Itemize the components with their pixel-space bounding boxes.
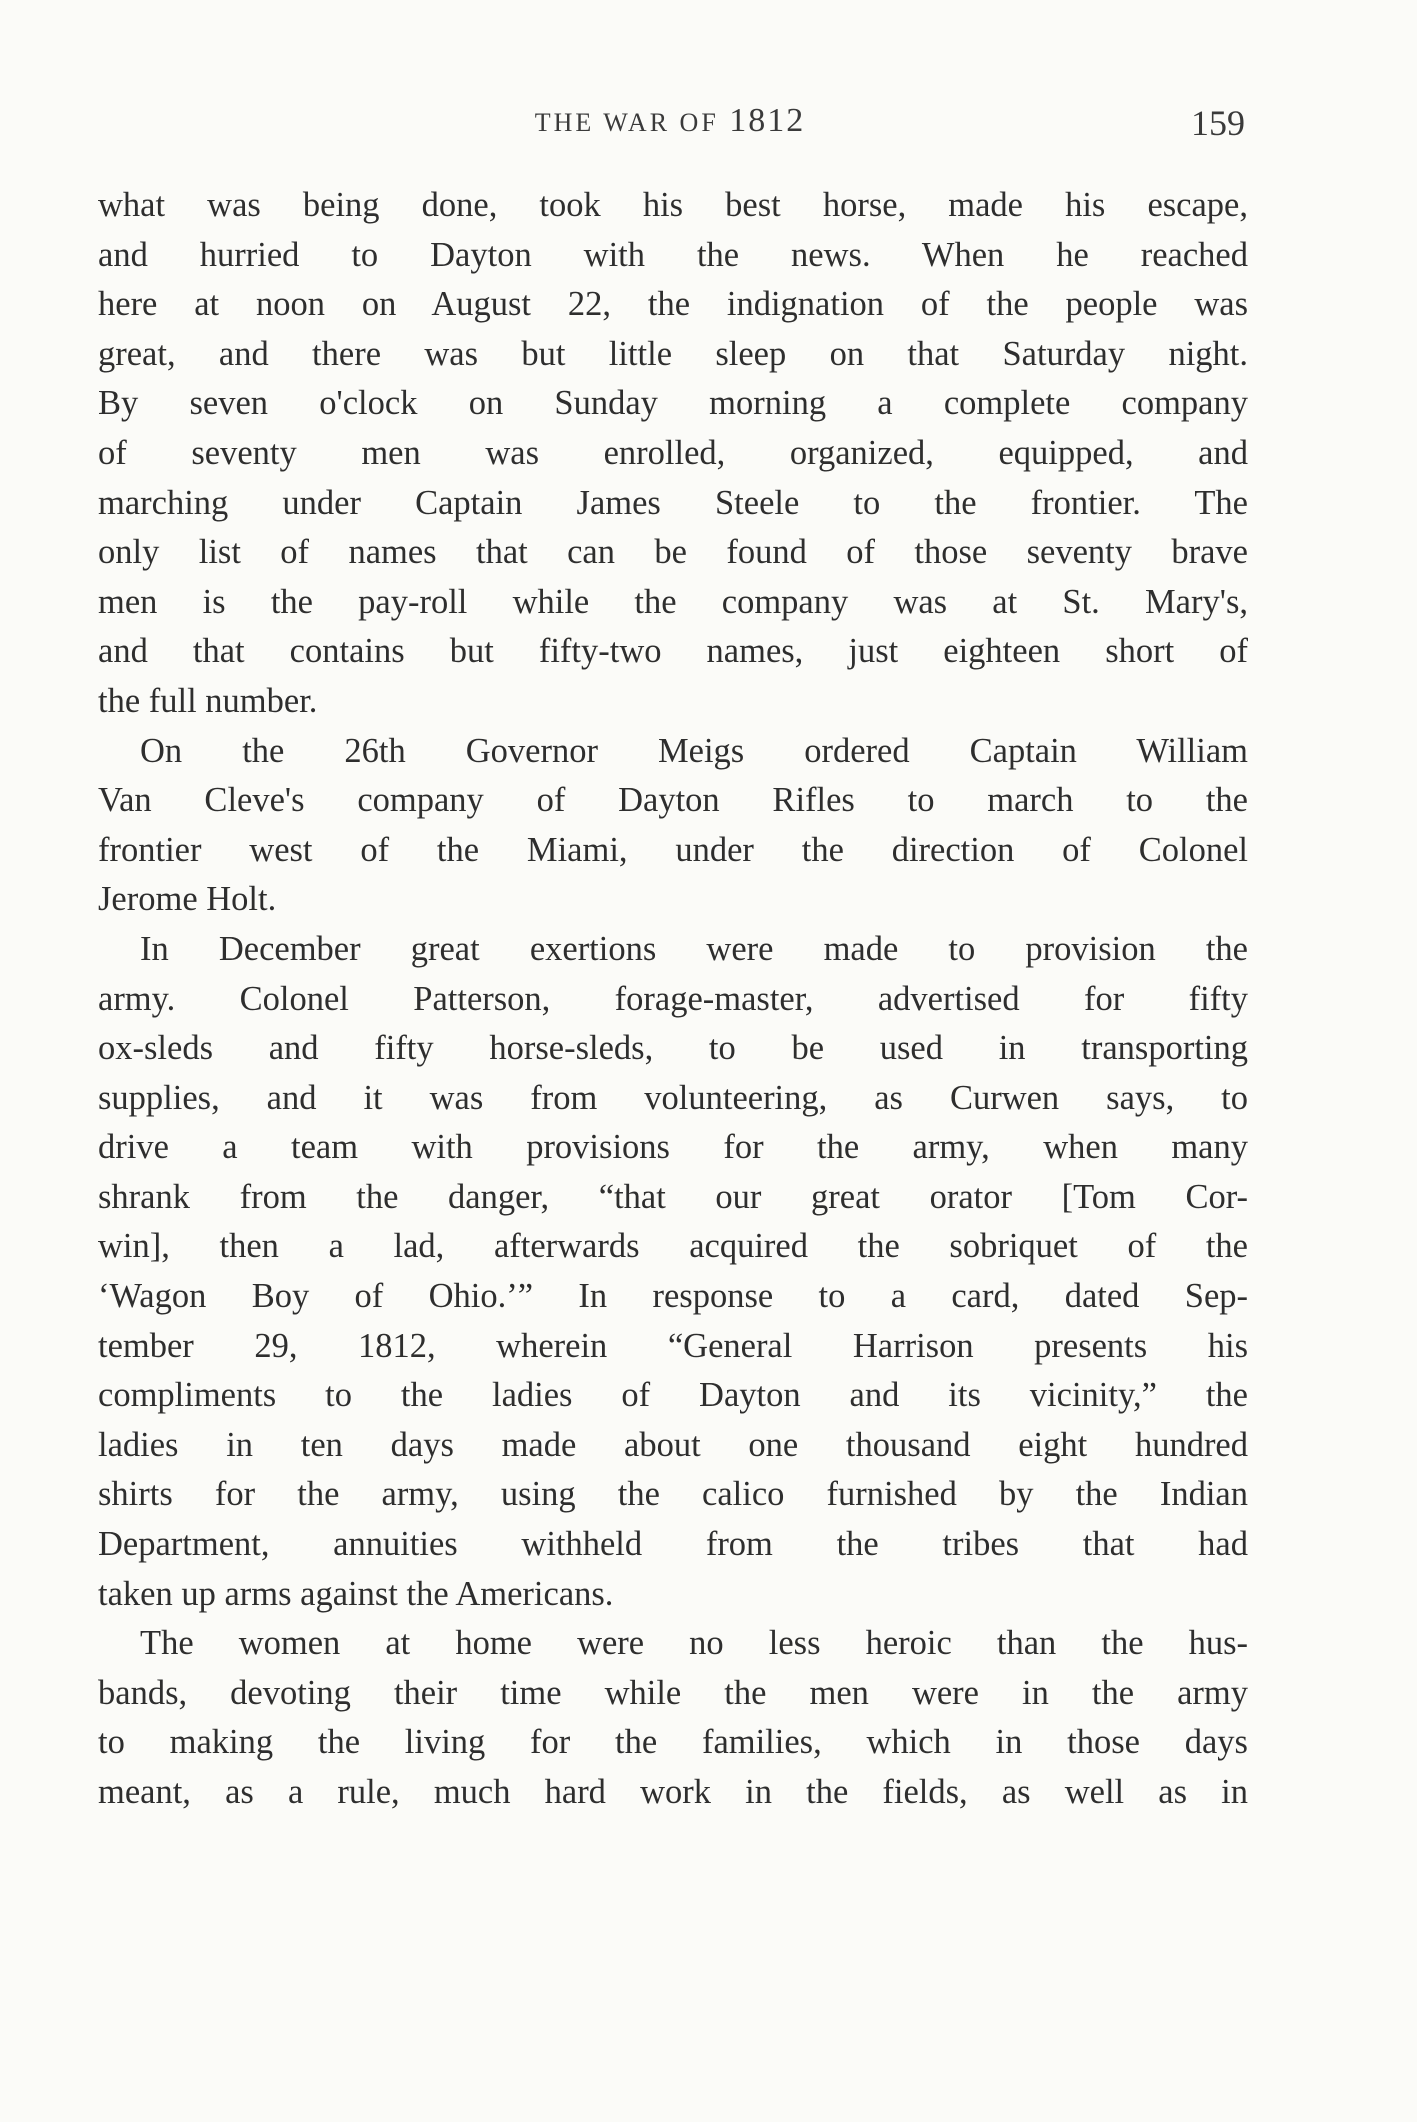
text-line: Department, annuities withheld from the tribes that had [98,1525,1248,1564]
text-line: By seven o'clock on Sunday morning a complete company [98,384,1248,423]
text-line: tember 29, 1812, wherein “General Harrison presents his [98,1326,1248,1365]
running-title-text: THE WAR OF [534,108,719,137]
text-line: ‘Wagon Boy of Ohio.’” In response to a card, dated Sep- [98,1277,1248,1316]
text-line: Jerome Holt. [98,880,277,919]
body-text [98,181,1248,1818]
text-line: ox-sleds and fifty horse-sleds, to be used in transporting [98,1029,1248,1068]
text-line: In December great exertions were made to provision the [140,929,1248,968]
text-line: Van Cleve's company of Dayton Rifles to march to the [98,781,1248,820]
text-line: to making the living for the families, which in those days [98,1723,1248,1762]
text-line: marching under Captain James Steele to the frontier. The [98,483,1248,522]
text-line: here at noon on August 22, the indignation of the people was [98,285,1248,324]
text-line: ladies in ten days made about one thousand eight hundred [98,1425,1248,1464]
page-number: 159 [1191,103,1245,143]
text-line: shrank from the danger, “that our great orator [Tom Cor- [98,1177,1248,1216]
text-line: frontier west of the Miami, under the direction of Colonel [98,830,1248,869]
text-line: and hurried to Dayton with the news. When he reached [98,235,1248,274]
text-line: men is the pay-roll while the company was at St. Mary's, [98,582,1248,621]
text-line: On the 26th Governor Meigs ordered Captain William [140,731,1248,770]
text-line: taken up arms against the Americans. [98,1574,614,1613]
text-line: The women at home were no less heroic than the hus- [140,1624,1248,1663]
text-line: win], then a lad, afterwards acquired the sobriquet of the [98,1227,1248,1266]
text-line: and that contains but fifty-two names, just eighteen short of [98,632,1248,671]
text-line: great, and there was but little sleep on that Saturday night. [98,334,1248,373]
text-line: only list of names that can be found of those seventy brave [98,533,1248,572]
text-line: army. Colonel Patterson, forage-master, advertised for fifty [98,979,1248,1018]
text-line: the full number. [98,681,318,720]
running-head [95,102,1245,154]
text-line: meant, as a rule, much hard work in the fields, as well as in [98,1773,1248,1811]
text-line: what was being done, took his best horse, made his escape, [98,186,1248,224]
text-line: compliments to the ladies of Dayton and its vicinity,” the [98,1376,1248,1415]
running-title-year: 1812 [729,102,806,139]
text-line: of seventy men was enrolled, organized, equipped, and [98,433,1248,472]
text-line: drive a team with provisions for the army, when many [98,1128,1248,1167]
text-line: supplies, and it was from volunteering, as Curwen says, to [98,1078,1248,1117]
text-line: bands, devoting their time while the men were in the army [98,1673,1248,1712]
running-title [95,102,1245,140]
text-line: shirts for the army, using the calico furnished by the Indian [98,1475,1248,1514]
